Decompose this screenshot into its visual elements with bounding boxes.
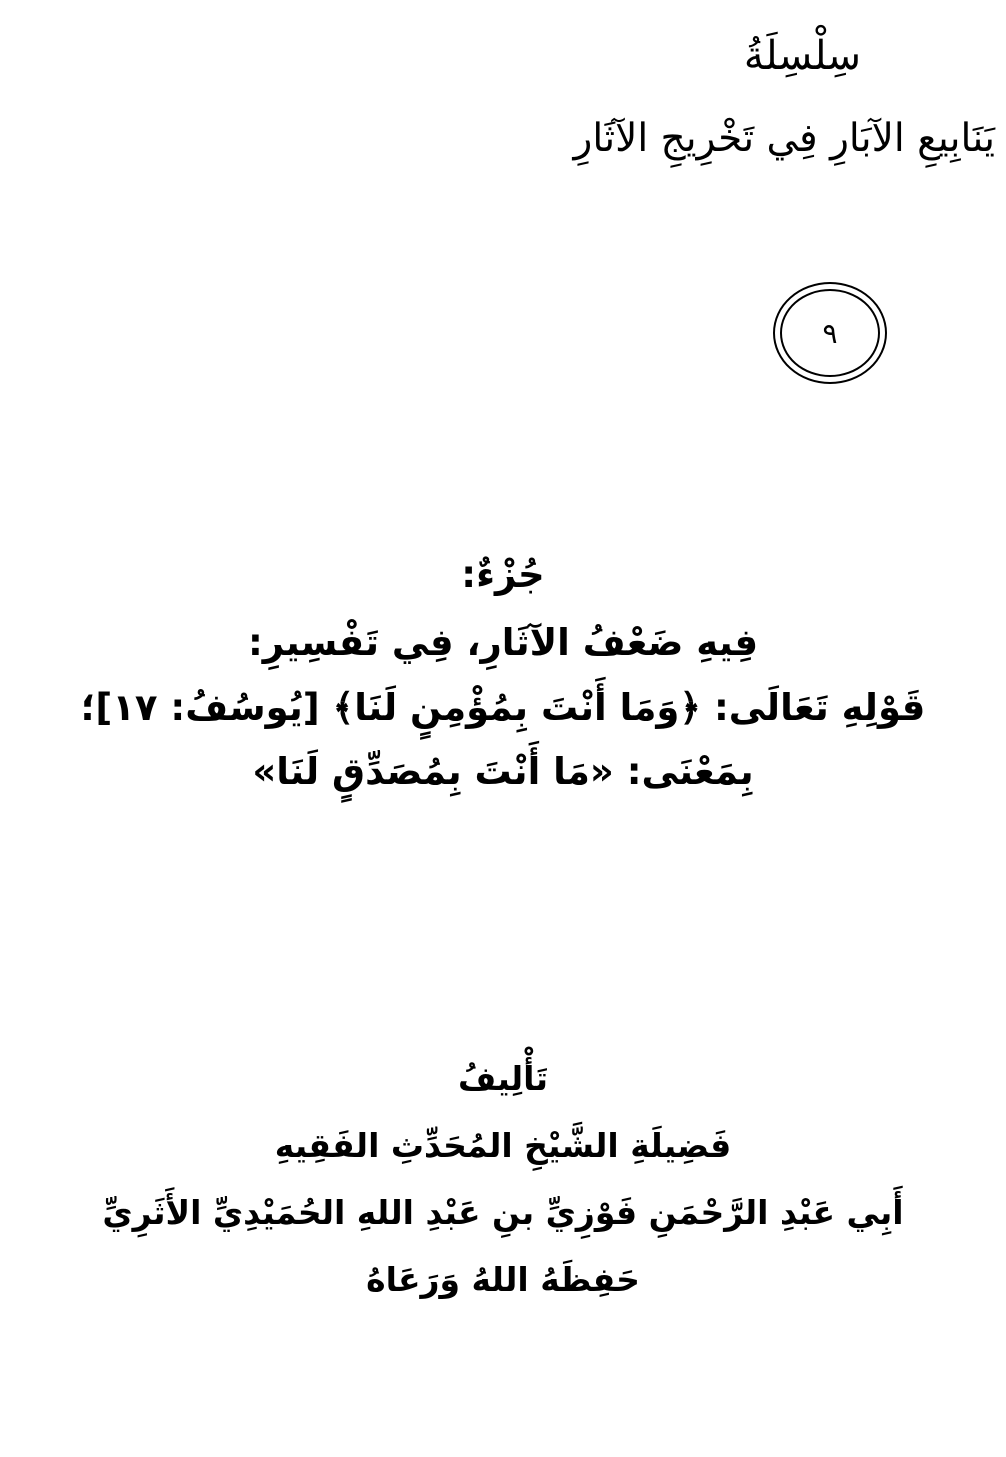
- title-line-part: جُزْءٌ:: [461, 553, 545, 596]
- title-line-verse: قَوْلِهِ تَعَالَى: ﴿وَمَا أَنْتَ بِمُؤْمِنٍ لَنَا﴾ [يُوسُفُ: ١٧]؛: [80, 685, 926, 729]
- series-name: يَنَابِيعِ الآبَارِ فِي تَخْرِيجِ الآثَارِ: [573, 116, 995, 161]
- book-title: [40, 552, 966, 795]
- volume-number: ٩: [822, 316, 838, 350]
- title-line-topic: فِيهِ ضَعْفُ الآثَارِ، فِي تَفْسِيرِ:: [247, 621, 759, 665]
- series-header: [573, 30, 995, 165]
- author-name: أَبِي عَبْدِ الرَّحْمَنِ فَوْزِيِّ بنِ عَبْدِ اللهِ الحُمَيْدِيِّ الأَثَرِيِّ: [102, 1192, 904, 1232]
- volume-number-badge: [773, 282, 887, 384]
- author-label: تَأْلِيفُ: [458, 1059, 548, 1098]
- author-prayer: حَفِظَهُ اللهُ وَرَعَاهُ: [366, 1259, 640, 1299]
- author-honorific: فَضِيلَةِ الشَّيْخِ المُحَدِّثِ الفَقِيهِ: [274, 1125, 732, 1165]
- author-credit: [60, 1058, 946, 1302]
- series-label: سِلْسِلَةُ: [743, 33, 862, 79]
- title-line-meaning: بِمَعْنَى: «مَا أَنْتَ بِمُصَدِّقٍ لَنَا»: [252, 749, 754, 793]
